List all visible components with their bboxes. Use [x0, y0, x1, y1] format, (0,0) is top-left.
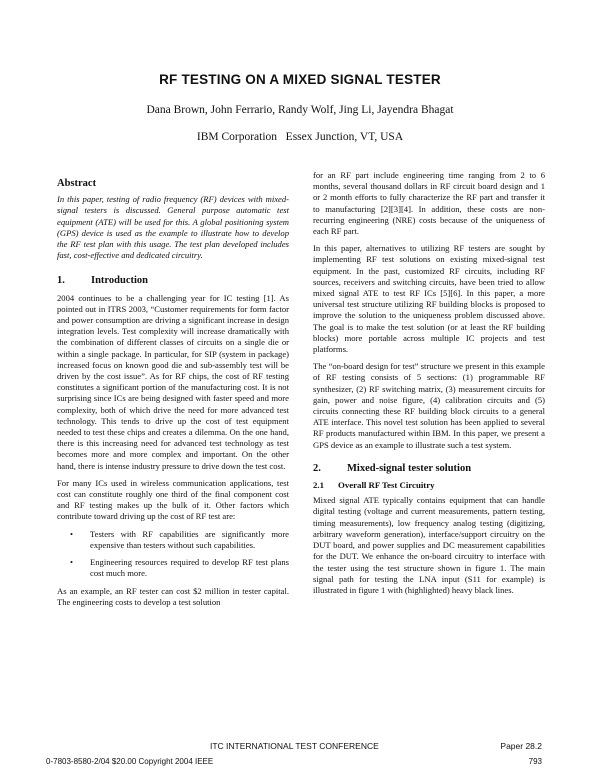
- subsection-title: Overall RF Test Circuitry: [338, 480, 435, 491]
- right-paragraph-3: The “on-board design for test” structure we present in this example of RF testing consists of 5 sections: (1) programmable RF synthesizer, (2) RF switching matrix, (3) measurement circuits for gain, power and noise figure, (4) calibration circuits and (5) circuits connecting these RF building block circuits to a general ATE interface. This novel test solution has been applied to several RF products manufactured within IBM. In this paper, we present a GPS device as an example to illustrate such a test system.: [313, 361, 545, 450]
- section-title: Mixed-signal tester solution: [347, 462, 472, 474]
- list-item-text: Engineering resources required to develop RF test plans cost much more.: [90, 557, 289, 579]
- section-2-heading: [313, 463, 545, 474]
- intro-paragraph-3: As an example, an RF tester can cost $2 million in tester capital. The engineering costs to develop a test solution: [57, 585, 289, 607]
- list-item: [57, 529, 289, 551]
- subsection-number: 2.1: [313, 480, 324, 491]
- right-column: [313, 170, 545, 602]
- footer-copyright: 0-7803-8580-2/04 $20.00 Copyright 2004 IEEE: [46, 757, 214, 766]
- footer-page-number: 793: [528, 757, 542, 766]
- section-1-heading: [57, 275, 289, 286]
- affiliation: IBM Corporation Essex Junction, VT, USA: [196, 131, 404, 143]
- abstract-text: In this paper, testing of radio frequency (RF) devices with mixed-signal testers is discussed. General purpose automatic test equipment (ATE) will be used for this. A global positioning system (GPS) device is used as the example to illustrate how to develop the RF test plan with this usage. The test plan developed includes fast, cost-effective and dedicated circuitry.: [57, 194, 289, 261]
- cost-factor-list: [57, 529, 289, 580]
- right-paragraph-2: In this paper, alternatives to utilizing RF testers are sought by implementing RF test solutions on existing mixed-signal test equipment. In the past, customized RF circuits, including RF sources, receivers and switching circuits, have been tried to allow mixed signal ATE to test RF ICs [5][6]. In this paper, a more universal test structure utilizing RF building blocks is proposed to improve the solution to the uniqueness problem discussed above. The goal is to make the test solution (or at least the RF building blocks) more portable across multiple IC projects and test platforms.: [313, 243, 545, 355]
- paper-title: RF TESTING ON A MIXED SIGNAL TESTER: [159, 72, 441, 87]
- section-number: 2.: [313, 462, 321, 474]
- bullet-icon: •: [70, 557, 74, 568]
- list-item: [57, 557, 289, 579]
- abstract-heading: Abstract: [57, 178, 97, 189]
- section-title: Introduction: [91, 275, 148, 287]
- footer-paper-number: Paper 28.2: [500, 741, 542, 751]
- left-column: [57, 178, 289, 614]
- subsection-2-1-heading: [313, 480, 545, 491]
- right-paragraph-4: Mixed signal ATE typically contains equipment that can handle digital testing (voltage and current measurements, pattern testing, timing measurements), low frequency analog testing (digitizing, arbitrary waveform generation), interface/support circuitry on the DUT board, and power supplies and DC measurement capabilities for the DUT. We enhance the on-board circuitry to interface with the tester using the test structure shown in figure 1. The main signal path for testing the LNA input (S11 for example) is illustrated in figure 1 with (highlighted) heavy black lines.: [313, 495, 545, 595]
- bullet-icon: •: [70, 528, 74, 539]
- intro-paragraph-2: For many ICs used in wireless communication applications, test cost can constitute roughly one third of the final component cost and RF testing makes up the bulk of it. Other factors which contribute toward driving up the cost of RF test are:: [57, 477, 289, 522]
- right-paragraph-1: for an RF part include engineering time ranging from 2 to 6 months, several thousand dollars in RF circuit board design and 1 or 2 month efforts to fully characterize the RF part and transfer it to manufacturing [2][3][4]. In addition, these costs are non-recurring engineering (NRE) costs because of the uniqueness of each RF part.: [313, 170, 545, 237]
- author-list: Dana Brown, John Ferrario, Randy Wolf, Jing Li, Jayendra Bhagat: [146, 104, 454, 116]
- intro-paragraph-1: 2004 continues to be a challenging year for IC testing [1]. As pointed out in ITRS 2003, “Customer requirements for form factor and power consumption are driving a significant increase in design integration levels. Test complexity will increase dramatically with the combination of different classes of circuits on a single die or within a single package. In particular, for SIP (system in package) increased focus on known good die and sub-assembly test will be driven by the cost issue”. As for RF chips, the cost of RF testing constitutes a significant portion of the manufacturing cost. It is not surprising since ICs are being designed with faster speed and more complexity, both of which drive the need for more advanced test technology. This tends to drive up the cost of test equipment needed to test these chips and creates a dilemma. On the one hand, there is this increasing need for advanced test technology as test becomes more and more complex and important. On the other hand, there is intense industry pressure to drive down the test cost.: [57, 292, 289, 471]
- list-item-text: Testers with RF capabilities are significantly more expensive than testers without such capabilities.: [90, 528, 289, 550]
- section-number: 1.: [57, 275, 65, 287]
- footer-conference: ITC INTERNATIONAL TEST CONFERENCE: [210, 741, 379, 751]
